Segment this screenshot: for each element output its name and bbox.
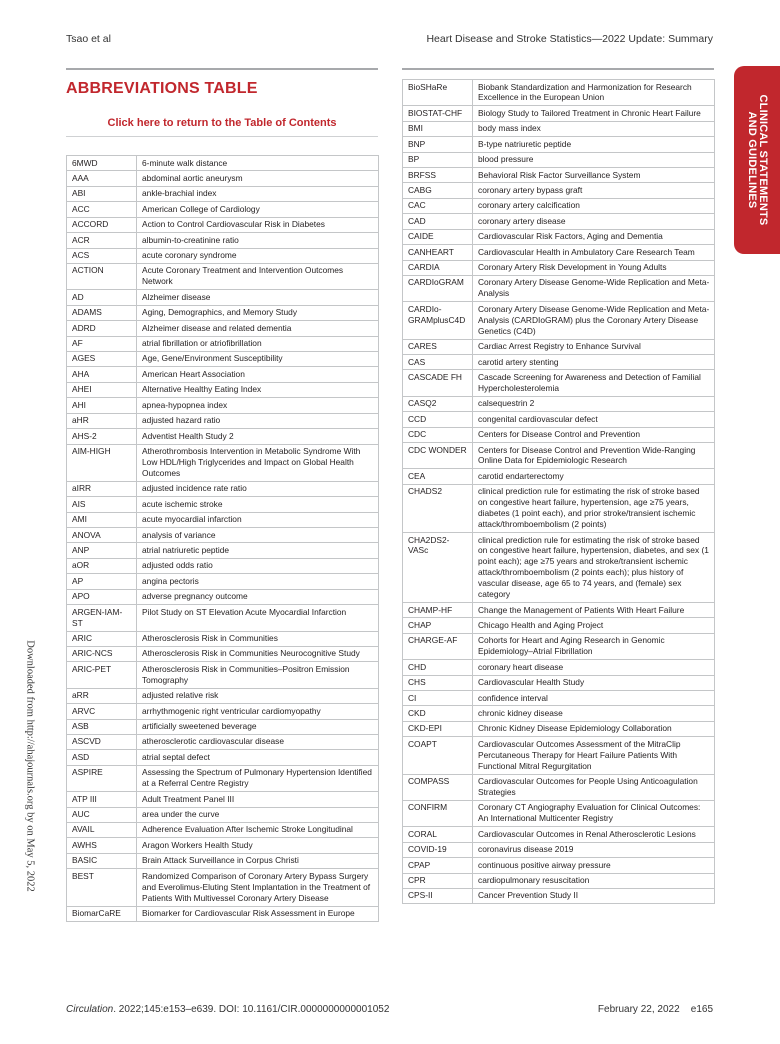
definition-cell: Coronary Artery Disease Genome-Wide Replication and Meta-Analysis (CARDIoGRAM) plus the Coronary Artery Disease Genetics (C4D) [473, 302, 715, 339]
definition-cell: calsequestrin 2 [473, 396, 715, 411]
table-row [67, 481, 379, 496]
abbreviation-cell: CASCADE FH [403, 370, 473, 396]
table-row [67, 704, 379, 719]
toc-divider [66, 136, 378, 137]
table-row [67, 444, 379, 481]
abbreviation-cell: BP [403, 152, 473, 167]
table-row [67, 398, 379, 413]
definition-cell: Centers for Disease Control and Prevention Wide-Ranging Online Data for Epidemiologic Research [473, 443, 715, 469]
abbreviation-cell: CAIDE [403, 229, 473, 244]
table-row [67, 631, 379, 646]
abbreviation-cell: BEST [67, 869, 137, 906]
abbreviation-cell: CAS [403, 355, 473, 370]
definition-cell: ankle-brachial index [137, 186, 379, 201]
abbreviation-cell: CARDIo-GRAMplusC4D [403, 302, 473, 339]
table-row [67, 497, 379, 512]
definition-cell: Cohorts for Heart and Aging Research in Genomic Epidemiology–Atrial Fibrillation [473, 633, 715, 659]
abbreviation-cell: aRR [67, 688, 137, 703]
table-row [67, 156, 379, 171]
abbreviation-cell: aOR [67, 558, 137, 573]
section-tab-line-2: AND GUIDELINES [746, 111, 758, 209]
table-row [67, 290, 379, 305]
table-row [67, 233, 379, 248]
table-row [403, 183, 715, 198]
definition-cell: Pilot Study on ST Elevation Acute Myocardial Infarction [137, 605, 379, 631]
table-row [403, 858, 715, 873]
table-row [67, 750, 379, 765]
definition-cell: Alternative Healthy Eating Index [137, 382, 379, 397]
table-row [403, 660, 715, 675]
abbreviation-cell: AAA [67, 171, 137, 186]
table-row [67, 202, 379, 217]
table-row [403, 443, 715, 469]
definition-cell: Adherence Evaluation After Ischemic Stroke Longitudinal [137, 822, 379, 837]
table-row [67, 838, 379, 853]
definition-cell: albumin-to-creatinine ratio [137, 233, 379, 248]
abbreviation-cell: CAD [403, 214, 473, 229]
definition-cell: acute coronary syndrome [137, 248, 379, 263]
abbreviation-cell: CDC [403, 427, 473, 442]
abbreviation-cell: AUC [67, 807, 137, 822]
definition-cell: Cardiovascular Health in Ambulatory Care Research Team [473, 245, 715, 260]
table-row [403, 533, 715, 603]
abbreviation-cell: CANHEART [403, 245, 473, 260]
abbreviation-cell: ARIC [67, 631, 137, 646]
table-row [67, 305, 379, 320]
table-row [403, 229, 715, 244]
abbreviation-cell: AP [67, 574, 137, 589]
definition-cell: Cardiovascular Health Study [473, 675, 715, 690]
table-row [67, 186, 379, 201]
abbreviation-cell: CHD [403, 660, 473, 675]
abbreviation-cell: CONFIRM [403, 800, 473, 826]
definition-cell: coronavirus disease 2019 [473, 842, 715, 857]
abbreviation-cell: AHA [67, 367, 137, 382]
abbreviation-cell: ARVC [67, 704, 137, 719]
table-row [67, 367, 379, 382]
definition-cell: Cardiovascular Outcomes in Renal Atherosclerotic Lesions [473, 827, 715, 842]
table-row [403, 198, 715, 213]
abbreviation-cell: CCD [403, 412, 473, 427]
definition-cell: Atherosclerosis Risk in Communities–Positron Emission Tomography [137, 662, 379, 688]
abbreviation-cell: ARGEN-IAM-ST [67, 605, 137, 631]
abbreviations-table-left [66, 155, 379, 922]
abbreviation-cell: CPR [403, 873, 473, 888]
abbreviation-cell: CARDIA [403, 260, 473, 275]
table-row [403, 168, 715, 183]
table-row [403, 396, 715, 411]
definition-cell: Aging, Demographics, and Memory Study [137, 305, 379, 320]
running-header-authors: Tsao et al [66, 33, 111, 45]
abbreviation-cell: AGES [67, 351, 137, 366]
definition-cell: Change the Management of Patients With Heart Failure [473, 603, 715, 618]
right-column-top-rule [402, 68, 714, 70]
definition-cell: coronary artery calcification [473, 198, 715, 213]
section-tab-label [746, 95, 768, 226]
table-row [403, 484, 715, 532]
abbreviation-cell: COVID-19 [403, 842, 473, 857]
table-row [67, 528, 379, 543]
definition-cell: atrial natriuretic peptide [137, 543, 379, 558]
definition-cell: American College of Cardiology [137, 202, 379, 217]
abbreviation-cell: aIRR [67, 481, 137, 496]
abbreviation-cell: ANP [67, 543, 137, 558]
abbreviation-cell: ACTION [67, 263, 137, 289]
definition-cell: 6-minute walk distance [137, 156, 379, 171]
table-row [67, 171, 379, 186]
definition-cell: Assessing the Spectrum of Pulmonary Hypertension Identified at a Referral Centre Registry [137, 765, 379, 791]
table-row [403, 260, 715, 275]
abbreviation-cell: CHAMP-HF [403, 603, 473, 618]
table-row [403, 80, 715, 106]
table-row [67, 765, 379, 791]
table-row [67, 792, 379, 807]
abbreviation-cell: aHR [67, 413, 137, 428]
abbreviation-cell: CPS-II [403, 888, 473, 903]
definition-cell: continuous positive airway pressure [473, 858, 715, 873]
definition-cell: Centers for Disease Control and Prevention [473, 427, 715, 442]
table-row [67, 869, 379, 906]
abbreviation-cell: ADAMS [67, 305, 137, 320]
definition-cell: Coronary Artery Risk Development in Young Adults [473, 260, 715, 275]
abbreviation-cell: ASPIRE [67, 765, 137, 791]
footer-journal: Circulation [66, 1004, 114, 1015]
abbreviation-cell: CI [403, 691, 473, 706]
definition-cell: atrial septal defect [137, 750, 379, 765]
definition-cell: Atherosclerosis Risk in Communities Neurocognitive Study [137, 646, 379, 661]
definition-cell: coronary heart disease [473, 660, 715, 675]
table-row [67, 429, 379, 444]
definition-cell: analysis of variance [137, 528, 379, 543]
definition-cell: Cancer Prevention Study II [473, 888, 715, 903]
table-row [67, 512, 379, 527]
abbreviation-cell: BASIC [67, 853, 137, 868]
abbreviation-cell: ACC [67, 202, 137, 217]
definition-cell: Cascade Screening for Awareness and Detection of Familial Hypercholesterolemia [473, 370, 715, 396]
table-row [403, 800, 715, 826]
definition-cell: adjusted odds ratio [137, 558, 379, 573]
abbreviation-cell: AIS [67, 497, 137, 512]
table-row [403, 355, 715, 370]
table-row [67, 662, 379, 688]
definition-cell: adjusted incidence rate ratio [137, 481, 379, 496]
abbreviation-cell: COMPASS [403, 774, 473, 800]
definition-cell: B-type natriuretic peptide [473, 137, 715, 152]
table-row [403, 214, 715, 229]
abbreviation-cell: BRFSS [403, 168, 473, 183]
abbreviation-cell: CKD-EPI [403, 721, 473, 736]
table-row [403, 737, 715, 774]
table-row [403, 721, 715, 736]
abbreviation-cell: AHEI [67, 382, 137, 397]
table-row [403, 302, 715, 339]
definition-cell: Atherosclerosis Risk in Communities [137, 631, 379, 646]
abbreviation-cell: ACCORD [67, 217, 137, 232]
abbreviation-cell: CARDIoGRAM [403, 275, 473, 301]
definition-cell: apnea-hypopnea index [137, 398, 379, 413]
abbreviation-cell: BMI [403, 121, 473, 136]
table-row [403, 412, 715, 427]
definition-cell: Coronary Artery Disease Genome-Wide Replication and Meta-Analysis [473, 275, 715, 301]
definition-cell: Coronary CT Angiography Evaluation for Clinical Outcomes: An International Multicenter Registry [473, 800, 715, 826]
abbreviation-cell: AF [67, 336, 137, 351]
abbreviation-cell: ACR [67, 233, 137, 248]
table-row [403, 275, 715, 301]
table-row [67, 719, 379, 734]
abbreviation-cell: BNP [403, 137, 473, 152]
definition-cell: clinical prediction rule for estimating the risk of stroke based on congestive heart failure, hypertension, age ≥75 years, diabetes (1 point each), and prior stroke/transient ischemic attack/thromboembolism (2 points) [473, 484, 715, 532]
table-row [403, 245, 715, 260]
footer-citation-text: . 2022;145:e153–e639. DOI: 10.1161/CIR.0000000000001052 [113, 1004, 390, 1015]
table-row [67, 413, 379, 428]
definition-cell: Chicago Health and Aging Project [473, 618, 715, 633]
definition-cell: Age, Gene/Environment Susceptibility [137, 351, 379, 366]
definition-cell: adjusted relative risk [137, 688, 379, 703]
definition-cell: cardiopulmonary resuscitation [473, 873, 715, 888]
table-row [403, 706, 715, 721]
abbreviation-cell: CPAP [403, 858, 473, 873]
table-row [403, 427, 715, 442]
table-row [403, 675, 715, 690]
table-row [403, 873, 715, 888]
abbreviation-cell: COAPT [403, 737, 473, 774]
abbreviation-cell: CAC [403, 198, 473, 213]
definition-cell: artificially sweetened beverage [137, 719, 379, 734]
definition-cell: abdominal aortic aneurysm [137, 171, 379, 186]
abbreviation-cell: ASD [67, 750, 137, 765]
abbreviation-cell: ARIC-PET [67, 662, 137, 688]
definition-cell: Randomized Comparison of Coronary Artery Bypass Surgery and Everolimus-Eluting Stent Implantation in the Treatment of Patients With Multivessel Coronary Artery Disease [137, 869, 379, 906]
section-tab-line-1: CLINICAL STATEMENTS [757, 94, 769, 226]
table-row [403, 137, 715, 152]
definition-cell: area under the curve [137, 807, 379, 822]
definition-cell: arrhythmogenic right ventricular cardiomyopathy [137, 704, 379, 719]
abbreviation-cell: CASQ2 [403, 396, 473, 411]
table-row [67, 336, 379, 351]
table-row [403, 121, 715, 136]
definition-cell: acute ischemic stroke [137, 497, 379, 512]
definition-cell: Biomarker for Cardiovascular Risk Assessment in Europe [137, 906, 379, 921]
abbreviation-cell: AIM-HIGH [67, 444, 137, 481]
definition-cell: Acute Coronary Treatment and Intervention Outcomes Network [137, 263, 379, 289]
abbreviation-cell: AVAIL [67, 822, 137, 837]
definition-cell: carotid artery stenting [473, 355, 715, 370]
table-row [67, 217, 379, 232]
table-row [67, 263, 379, 289]
abbreviation-cell: BIOSTAT-CHF [403, 106, 473, 121]
definition-cell: Brain Attack Surveillance in Corpus Christi [137, 853, 379, 868]
table-row [403, 774, 715, 800]
abbreviation-cell: CKD [403, 706, 473, 721]
abbreviation-cell: AMI [67, 512, 137, 527]
definition-cell: Chronic Kidney Disease Epidemiology Collaboration [473, 721, 715, 736]
definition-cell: Behavioral Risk Factor Surveillance System [473, 168, 715, 183]
table-row [403, 633, 715, 659]
table-row [403, 603, 715, 618]
abbreviation-cell: CARES [403, 339, 473, 354]
abbreviation-cell: CHARGE-AF [403, 633, 473, 659]
abbreviation-cell: ABI [67, 186, 137, 201]
table-row [67, 589, 379, 604]
toc-link[interactable]: Click here to return to the Table of Contents [107, 117, 337, 129]
definition-cell: Cardiovascular Outcomes Assessment of the MitraClip Percutaneous Therapy for Heart Failure Patients With Functional Mitral Regurgitation [473, 737, 715, 774]
table-row [403, 618, 715, 633]
abbreviation-cell: AD [67, 290, 137, 305]
table-row [67, 543, 379, 558]
definition-cell: blood pressure [473, 152, 715, 167]
table-row [67, 574, 379, 589]
abbreviation-cell: 6MWD [67, 156, 137, 171]
table-row [403, 339, 715, 354]
abbreviation-cell: CEA [403, 469, 473, 484]
definition-cell: carotid endarterectomy [473, 469, 715, 484]
table-row [67, 605, 379, 631]
definition-cell: coronary artery bypass graft [473, 183, 715, 198]
abbreviation-cell: CHA2DS2-VASc [403, 533, 473, 603]
definition-cell: Adult Treatment Panel III [137, 792, 379, 807]
table-row [67, 558, 379, 573]
footer-date-page: February 22, 2022 e165 [597, 1004, 713, 1015]
definition-cell: congenital cardiovascular defect [473, 412, 715, 427]
abbreviation-cell: CDC WONDER [403, 443, 473, 469]
definition-cell: Cardiovascular Outcomes for People Using Anticoagulation Strategies [473, 774, 715, 800]
abbreviation-cell: CHAP [403, 618, 473, 633]
definition-cell: coronary artery disease [473, 214, 715, 229]
running-header-title: Heart Disease and Stroke Statistics—2022 Update: Summary [426, 33, 713, 45]
abbreviation-cell: BioSHaRe [403, 80, 473, 106]
footer-citation [66, 1004, 389, 1015]
definition-cell: Alzheimer disease [137, 290, 379, 305]
definition-cell: Alzheimer disease and related dementia [137, 321, 379, 336]
abbreviation-cell: ACS [67, 248, 137, 263]
abbreviation-cell: CABG [403, 183, 473, 198]
abbreviation-cell: ANOVA [67, 528, 137, 543]
abbreviation-cell: ASCVD [67, 734, 137, 749]
abbreviation-cell: ASB [67, 719, 137, 734]
download-watermark: Downloaded from http://ahajournals.org by on May 5, 2022 [24, 640, 36, 892]
abbreviation-cell: CHS [403, 675, 473, 690]
definition-cell: chronic kidney disease [473, 706, 715, 721]
definition-cell: Biology Study to Tailored Treatment in Chronic Heart Failure [473, 106, 715, 121]
table-row [67, 351, 379, 366]
abbreviation-cell: ARIC-NCS [67, 646, 137, 661]
definition-cell: American Heart Association [137, 367, 379, 382]
table-row [67, 822, 379, 837]
table-row [67, 646, 379, 661]
table-row [67, 906, 379, 921]
abbreviation-cell: ATP III [67, 792, 137, 807]
left-column-top-rule [66, 68, 378, 70]
abbreviation-cell: AHS-2 [67, 429, 137, 444]
abbreviation-cell: AWHS [67, 838, 137, 853]
definition-cell: adverse pregnancy outcome [137, 589, 379, 604]
table-row [67, 382, 379, 397]
abbreviations-table-right [402, 79, 715, 904]
definition-cell: atherosclerotic cardiovascular disease [137, 734, 379, 749]
definition-cell: acute myocardial infarction [137, 512, 379, 527]
table-row [67, 807, 379, 822]
table-row [67, 853, 379, 868]
abbreviation-cell: ADRD [67, 321, 137, 336]
table-row [403, 827, 715, 842]
definition-cell: Cardiac Arrest Registry to Enhance Survival [473, 339, 715, 354]
definition-cell: clinical prediction rule for estimating the risk of stroke based on congestive heart failure, hypertension, diabetes, and sex (1 point each); age ≥75 years and stroke/transient ischemic attack/thromboembolism (2 points each); plus history of vascular disease, age 65 to 74 years, and (female) sex category [473, 533, 715, 603]
abbreviation-cell: AHI [67, 398, 137, 413]
definition-cell: Aragon Workers Health Study [137, 838, 379, 853]
table-row [403, 106, 715, 121]
definition-cell: angina pectoris [137, 574, 379, 589]
abbreviation-cell: CORAL [403, 827, 473, 842]
definition-cell: Cardiovascular Risk Factors, Aging and Dementia [473, 229, 715, 244]
definition-cell: Action to Control Cardiovascular Risk in Diabetes [137, 217, 379, 232]
table-row [403, 691, 715, 706]
definition-cell: Adventist Health Study 2 [137, 429, 379, 444]
table-row [67, 734, 379, 749]
abbreviation-cell: BiomarCaRE [67, 906, 137, 921]
table-row [403, 152, 715, 167]
definition-cell: Atherothrombosis Intervention in Metabolic Syndrome With Low HDL/High Triglycerides and Impact on Global Health Outcomes [137, 444, 379, 481]
table-row [67, 688, 379, 703]
table-row [403, 888, 715, 903]
table-row [403, 469, 715, 484]
table-row [67, 248, 379, 263]
abbreviation-cell: CHADS2 [403, 484, 473, 532]
definition-cell: confidence interval [473, 691, 715, 706]
definition-cell: adjusted hazard ratio [137, 413, 379, 428]
definition-cell: body mass index [473, 121, 715, 136]
table-row [403, 842, 715, 857]
abbreviation-cell: APO [67, 589, 137, 604]
definition-cell: atrial fibrillation or atriofibrillation [137, 336, 379, 351]
page-title: ABBREVIATIONS TABLE [66, 80, 258, 97]
table-row [403, 370, 715, 396]
definition-cell: Biobank Standardization and Harmonization for Research Excellence in the European Union [473, 80, 715, 106]
table-row [67, 321, 379, 336]
